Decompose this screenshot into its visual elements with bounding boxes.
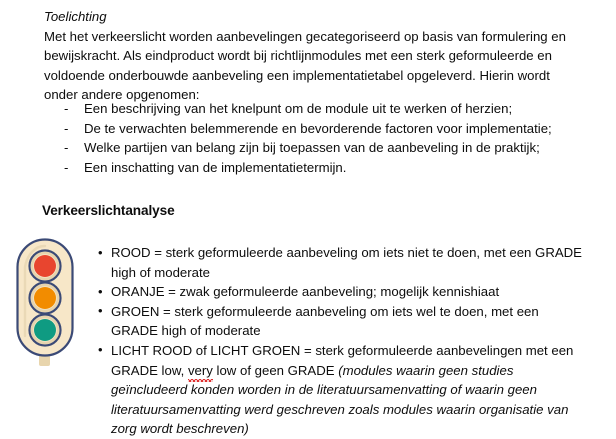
- list-item-label: Een inschatting van de implementatietermijn.: [84, 159, 347, 175]
- verkeerslicht-bullet-list: [98, 243, 586, 439]
- green-lamp: [30, 315, 61, 346]
- list-item-label: ROOD = sterk geformuleerde aanbeveling om iets niet te doen, met een GRADE high of moderate: [111, 245, 582, 280]
- dash-marker: -: [64, 120, 69, 136]
- bullet-marker: •: [98, 244, 103, 260]
- intro-title: Toelichting: [44, 9, 107, 24]
- traffic-light-icon: [14, 236, 76, 377]
- list-item-oranje: [98, 282, 586, 302]
- intro-paragraph: Met het verkeerslicht worden aanbevelingen gecategoriseerd op basis van formulering en bewijskracht. Als eindproduct wordt bij richtlijnmodules met een sterk geformuleerde en voldoende onderbouwde aanbeveling een implementatietabel opgeleverd. Hierin wordt onder andere opgenomen:: [44, 28, 566, 102]
- spellcheck-misspelled-word: very: [188, 361, 213, 381]
- list-item-label-mid: low of geen GRADE: [212, 362, 339, 378]
- red-lamp: [30, 251, 61, 282]
- list-item-label: Welke partijen van belang zijn bij toepassen van de aanbeveling in de praktijk;: [84, 140, 540, 156]
- list-item: [64, 119, 589, 139]
- list-item-rood: [98, 243, 586, 282]
- list-item: [64, 138, 589, 158]
- traffic-light-svg: [14, 236, 76, 372]
- list-item-licht-rood-groen: [98, 341, 586, 439]
- list-item-label: ORANJE = zwak geformuleerde aanbeveling; mogelijk kennishiaat: [111, 284, 500, 300]
- bullet-marker: •: [98, 303, 103, 319]
- intro-block: [44, 7, 584, 105]
- orange-lamp: [30, 283, 61, 314]
- bullet-marker: •: [98, 283, 103, 299]
- list-item: [64, 99, 589, 119]
- dash-marker: -: [64, 101, 69, 116]
- list-item-label: GROEN = sterk geformuleerde aanbeveling om iets wel te doen, met een GRADE high of moderate: [111, 303, 539, 339]
- list-item-italic-note: (modules waarin geen studies geïncludeerd konden worden in de literatuursamenvatting of waarin geen literatuursamenvatting werd geschreven zoals modules waarin organisatie van zorg wordt beschreven): [111, 362, 569, 437]
- dash-marker: -: [64, 140, 69, 156]
- dash-marker: -: [64, 159, 69, 175]
- list-item-groen: [98, 302, 586, 341]
- intro-dash-list: [64, 99, 589, 177]
- list-item-label: Een beschrijving van het knelpunt om de module uit te werken of herzien;: [84, 101, 513, 116]
- list-item-label-lead: LICHT ROOD of LICHT GROEN = sterk geformuleerde aanbevelingen met een GRADE low,: [111, 342, 574, 378]
- list-item: [64, 158, 589, 178]
- list-item-label: De te verwachten belemmerende en bevorderende factoren voor implementatie;: [84, 120, 552, 136]
- section-heading: Verkeerslichtanalyse: [42, 203, 175, 218]
- bullet-marker: •: [98, 342, 103, 358]
